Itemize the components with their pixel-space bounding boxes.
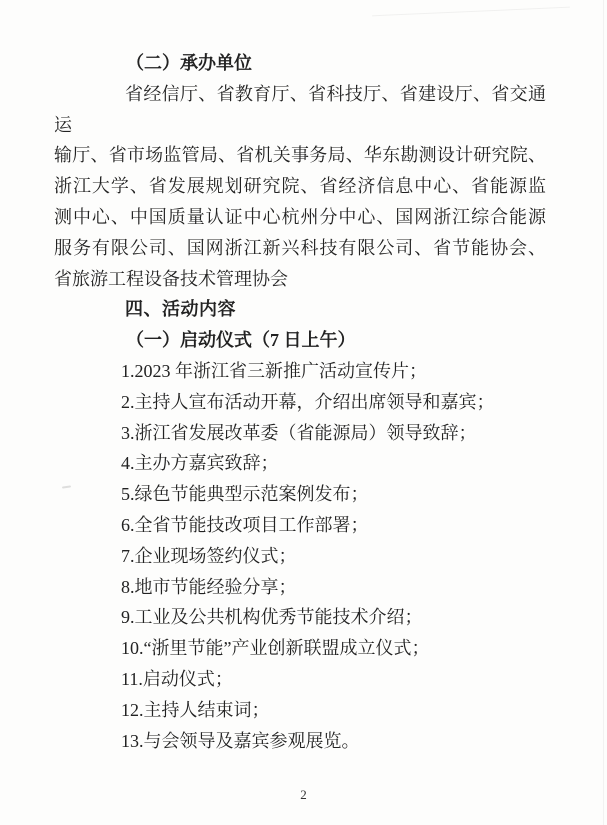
agenda-item: 4.主办方嘉宾致辞； xyxy=(121,453,279,474)
document-body xyxy=(54,48,546,756)
agenda-item: 12.主持人结束词； xyxy=(121,699,270,720)
page-number: 2 xyxy=(300,787,307,802)
agenda-item: 8.地市节能经验分享； xyxy=(121,576,297,597)
agenda-item: 10.“浙里节能”产业创新联盟成立仪式； xyxy=(121,638,430,659)
agenda-list xyxy=(54,356,546,756)
paragraph-line: 测中心、中国质量认证中心杭州分中心、国网浙江综合能源 xyxy=(54,206,546,227)
paragraph-line: 省经信厅、省教育厅、省科技厅、省建设厅、省交通运 xyxy=(54,83,546,135)
section-heading-organizers: （二）承办单位 xyxy=(126,53,252,73)
agenda-item: 1.2023 年浙江省三新推广活动宣传片； xyxy=(121,360,427,381)
section-heading-activities: 四、活动内容 xyxy=(125,299,236,320)
agenda-item: 13.与会领导及嘉宾参观展览。 xyxy=(121,730,360,751)
agenda-item: 3.浙江省发展改革委（省能源局）领导致辞； xyxy=(121,422,477,443)
organizers-paragraph xyxy=(54,79,546,295)
agenda-item: 5.绿色节能典型示范案例发布； xyxy=(121,484,369,505)
subsection-heading-launch-ceremony: （一）启动仪式（7 日上午） xyxy=(126,330,356,351)
paragraph-line: 省旅游工程设备技术管理协会 xyxy=(54,268,288,289)
paragraph-line: 输厅、省市场监管局、省机关事务局、华东勘测设计研究院、 xyxy=(54,145,546,166)
scan-artifact-edge-line xyxy=(603,0,604,825)
paragraph-line: 浙江大学、省发展规划研究院、省经济信息中心、省能源监 xyxy=(54,176,546,197)
scan-artifact-streak xyxy=(372,7,570,17)
agenda-item: 9.工业及公共机构优秀节能技术介绍； xyxy=(121,607,423,628)
agenda-item: 11.启动仪式； xyxy=(121,668,233,689)
paragraph-line: 服务有限公司、国网浙江新兴科技有限公司、省节能协会、 xyxy=(54,237,546,258)
agenda-item: 6.全省节能技改项目工作部署； xyxy=(121,514,369,535)
agenda-item: 7.企业现场签约仪式； xyxy=(121,545,297,566)
agenda-item: 2.主持人宣布活动开幕，介绍出席领导和嘉宾； xyxy=(121,391,495,412)
